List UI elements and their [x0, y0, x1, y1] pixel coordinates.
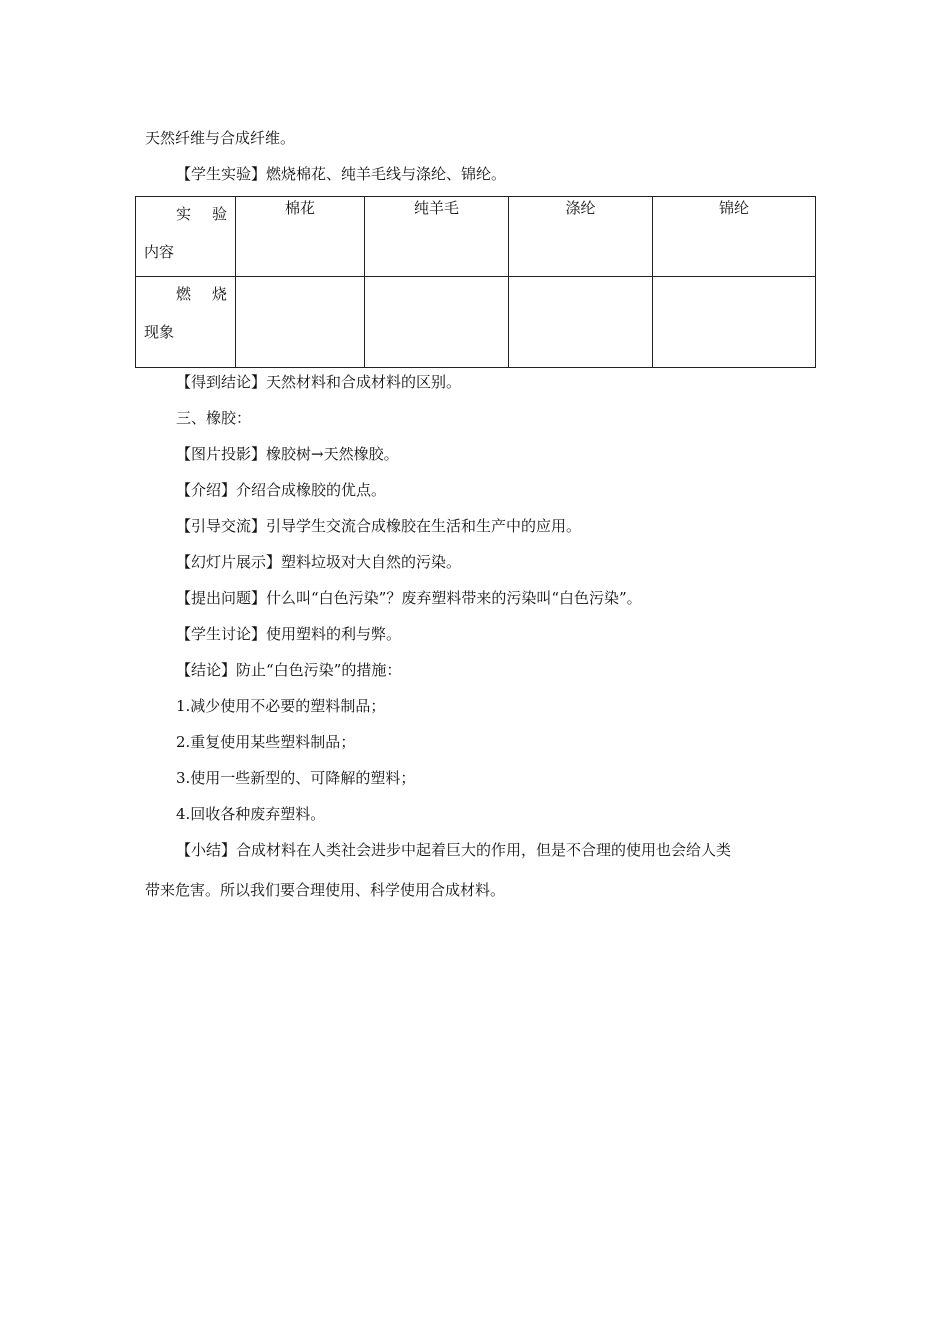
header-cotton: 棉花 — [236, 197, 365, 277]
cell-empty — [236, 277, 365, 368]
header-polyester: 涤纶 — [509, 197, 653, 277]
label-char: 验 — [211, 205, 227, 223]
cell-empty — [653, 277, 816, 368]
row-label-burning-phenomenon — [136, 277, 236, 368]
cell-empty — [509, 277, 653, 368]
paragraph: 【得到结论】天然材料和合成材料的区别。 — [176, 373, 462, 391]
paragraph: 【学生讨论】使用塑料的利与弊。 — [176, 625, 402, 643]
text-line-fibers: 天然纤维与合成纤维。 — [145, 129, 296, 147]
header-nylon: 锦纶 — [653, 197, 816, 277]
list-item: 2.重复使用某些塑料制品； — [176, 733, 356, 751]
cell-empty — [365, 277, 509, 368]
paragraph: 带来危害。所以我们要合理使用、科学使用合成材料。 — [145, 881, 506, 899]
label-char: 内容 — [144, 243, 175, 261]
experiment-table — [135, 196, 816, 368]
header-wool: 纯羊毛 — [365, 197, 509, 277]
list-item: 3.使用一些新型的、可降解的塑料； — [176, 769, 416, 787]
table-row — [136, 197, 816, 277]
paragraph: 【小结】合成材料在人类社会进步中起着巨大的作用，但是不合理的使用也会给人类 — [176, 841, 732, 859]
list-item: 1.减少使用不必要的塑料制品； — [176, 697, 386, 715]
paragraph: 【幻灯片展示】塑料垃圾对大自然的污染。 — [176, 553, 462, 571]
paragraph: 【图片投影】橡胶树→天然橡胶。 — [176, 445, 399, 463]
paragraph: 【结论】防止“白色污染”的措施： — [176, 661, 402, 679]
label-char: 烧 — [211, 285, 227, 303]
paragraph: 【引导交流】引导学生交流合成橡胶在生活和生产中的应用。 — [176, 517, 582, 535]
label-char: 燃 — [176, 285, 192, 303]
label-char: 实 — [176, 205, 192, 223]
table-row — [136, 277, 816, 368]
paragraph: 【介绍】介绍合成橡胶的优点。 — [176, 481, 387, 499]
label-char: 现象 — [144, 323, 175, 341]
list-item: 4.回收各种废弃塑料。 — [176, 805, 326, 823]
row-label-experiment-content — [136, 197, 236, 277]
paragraph: 三、橡胶： — [176, 409, 252, 427]
text-line-student-experiment: 【学生实验】燃烧棉花、纯羊毛线与涤纶、锦纶。 — [176, 165, 507, 183]
paragraph: 【提出问题】什么叫“白色污染”？废弃塑料带来的污染叫“白色污染”。 — [176, 589, 642, 607]
